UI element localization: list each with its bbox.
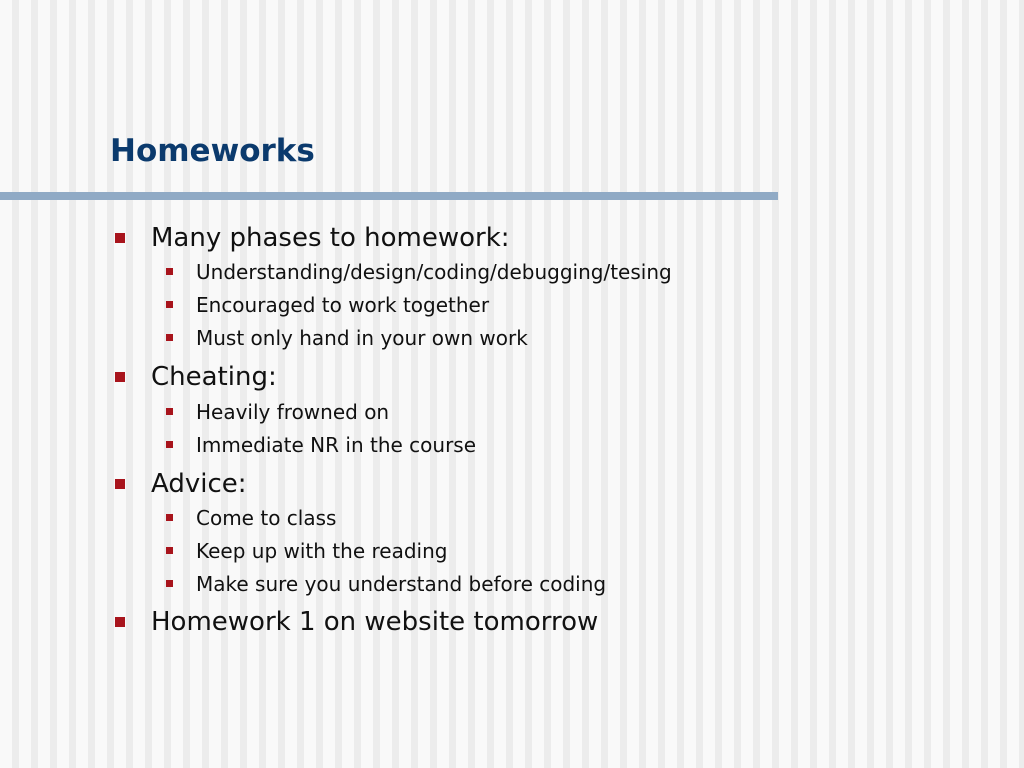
square-bullet-icon — [166, 514, 173, 521]
square-bullet-icon — [166, 408, 173, 415]
sub-bullet-item-come-to-class — [196, 508, 336, 528]
square-bullet-icon — [166, 441, 173, 448]
slide-title: Homeworks — [110, 133, 315, 169]
sub-bullet-item-understand-before-coding — [196, 574, 606, 594]
bullet-item-advice — [151, 471, 247, 497]
bullet-text: Cheating: — [151, 362, 277, 392]
square-bullet-icon — [166, 301, 173, 308]
square-bullet-icon — [166, 334, 173, 341]
bullet-text: Advice: — [151, 469, 247, 499]
bullet-item-cheating — [151, 364, 277, 390]
sub-bullet-item-understanding — [196, 262, 672, 282]
sub-bullet-item-work-together — [196, 295, 489, 315]
sub-bullet-text: Immediate NR in the course — [196, 433, 477, 457]
sub-bullet-text: Come to class — [196, 506, 337, 530]
bullet-text: Many phases to homework: — [151, 223, 510, 253]
square-bullet-icon — [115, 617, 125, 627]
sub-bullet-item-immediate-nr — [196, 435, 476, 455]
sub-bullet-text: Understanding/design/coding/debugging/tesing — [196, 260, 672, 284]
square-bullet-icon — [166, 580, 173, 587]
square-bullet-icon — [115, 372, 125, 382]
bullet-text: Homework 1 on website tomorrow — [151, 607, 599, 637]
sub-bullet-item-frowned-on — [196, 402, 389, 422]
sub-bullet-text: Heavily frowned on — [196, 400, 390, 424]
square-bullet-icon — [115, 479, 125, 489]
square-bullet-icon — [166, 268, 173, 275]
sub-bullet-item-keep-up-reading — [196, 541, 447, 561]
sub-bullet-text: Keep up with the reading — [196, 539, 448, 563]
bullet-item-homework-1 — [151, 609, 598, 635]
sub-bullet-item-own-work — [196, 328, 528, 348]
square-bullet-icon — [115, 233, 125, 243]
sub-bullet-text: Must only hand in your own work — [196, 326, 528, 350]
square-bullet-icon — [166, 547, 173, 554]
bullet-item-many-phases — [151, 225, 510, 251]
sub-bullet-text: Make sure you understand before coding — [196, 572, 607, 596]
sub-bullet-text: Encouraged to work together — [196, 293, 490, 317]
